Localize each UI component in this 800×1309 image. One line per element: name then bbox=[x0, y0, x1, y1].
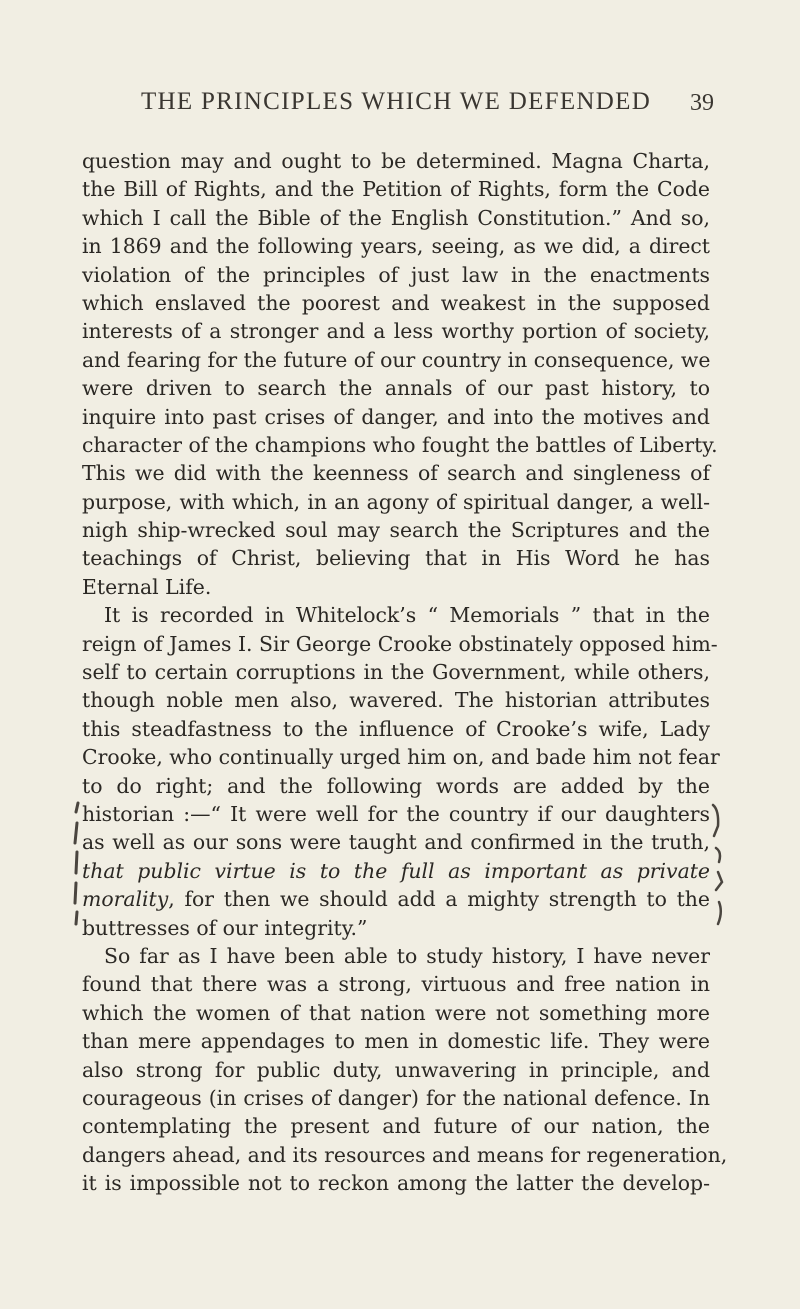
text-line: in 1869 and the following years, seeing, as we did, a direct bbox=[82, 234, 710, 259]
text-line: as well as our sons were taught and confirmed in the truth, bbox=[82, 830, 710, 855]
text-line: violation of the principles of just law in the enactments bbox=[82, 262, 710, 287]
paragraph-start-line: So far as I have been able to study history, I have never bbox=[104, 943, 710, 968]
text-line: than mere appendages to men in domestic life. They were bbox=[82, 1029, 710, 1054]
text-line: nigh ship-wrecked soul may search the Scriptures and the bbox=[82, 518, 710, 543]
text-line: were driven to search the annals of our past history, to bbox=[82, 376, 710, 401]
page-number: 39 bbox=[690, 90, 714, 116]
body-text bbox=[82, 147, 728, 1197]
text-line: which the women of that nation were not something more bbox=[82, 1000, 710, 1025]
text-line: dangers ahead, and its resources and means for regeneration, bbox=[82, 1142, 728, 1167]
italic-word: morality bbox=[82, 887, 169, 912]
text-line: Crooke, who continually urged him on, and bade him not fear bbox=[82, 745, 720, 770]
text-line: to do right; and the following words are added by the bbox=[82, 773, 710, 798]
page-header bbox=[82, 88, 714, 124]
left-margin-pencil-mark bbox=[75, 803, 78, 924]
text-line: teachings of Christ, believing that in His Word he has bbox=[82, 546, 710, 571]
text-line: and fearing for the future of our country in consequence, we bbox=[82, 347, 711, 372]
text-line: this steadfastness to the influence of Crooke’s wife, Lady bbox=[82, 716, 710, 741]
text-line: historian :—“ It were well for the country if our daughters bbox=[82, 801, 710, 826]
text-line: This we did with the keenness of search and singleness of bbox=[82, 461, 710, 486]
text-line: which enslaved the poorest and weakest in the supposed bbox=[82, 290, 710, 315]
mixed-italic-line bbox=[82, 885, 710, 913]
right-margin-bracket-mark bbox=[713, 805, 722, 924]
text-run: , for then we should add a mighty strength to the bbox=[168, 887, 710, 912]
text-line: also strong for public duty, unwavering in principle, and bbox=[82, 1057, 710, 1082]
text-line: found that there was a strong, virtuous and free nation in bbox=[82, 972, 710, 997]
text-line: purpose, with which, in an agony of spiritual danger, a well- bbox=[82, 489, 710, 514]
italic-text-line: that public virtue is to the full as important as private bbox=[82, 858, 710, 883]
text-line: inquire into past crises of danger, and into the motives and bbox=[82, 404, 710, 429]
text-line: reign of James I. Sir George Crooke obstinately opposed him- bbox=[82, 631, 718, 656]
running-head: THE PRINCIPLES WHICH WE DEFENDED bbox=[140, 88, 652, 115]
text-line: self to certain corruptions in the Government, while others, bbox=[82, 660, 710, 685]
text-line: courageous (in crises of danger) for the national defence. In bbox=[82, 1085, 710, 1110]
text-line: character of the champions who fought the battles of Liberty. bbox=[82, 432, 718, 457]
paragraph-start-line: It is recorded in Whitelock’s “ Memorials ” that in the bbox=[104, 603, 710, 628]
text-line: it is impossible not to reckon among the latter the develop- bbox=[82, 1171, 710, 1196]
text-line: Eternal Life. bbox=[82, 574, 212, 599]
text-line: the Bill of Rights, and the Petition of Rights, form the Code bbox=[82, 177, 710, 202]
text-line: interests of a stronger and a less worthy portion of society, bbox=[82, 319, 710, 344]
text-line: though noble men also, wavered. The historian attributes bbox=[82, 688, 710, 713]
text-line: question may and ought to be determined. Magna Charta, bbox=[82, 149, 710, 173]
text-line: contemplating the present and future of our nation, the bbox=[82, 1114, 710, 1139]
text-line: which I call the Bible of the English Constitution.” And so, bbox=[82, 205, 710, 230]
text-line: buttresses of our integrity.” bbox=[82, 915, 368, 940]
